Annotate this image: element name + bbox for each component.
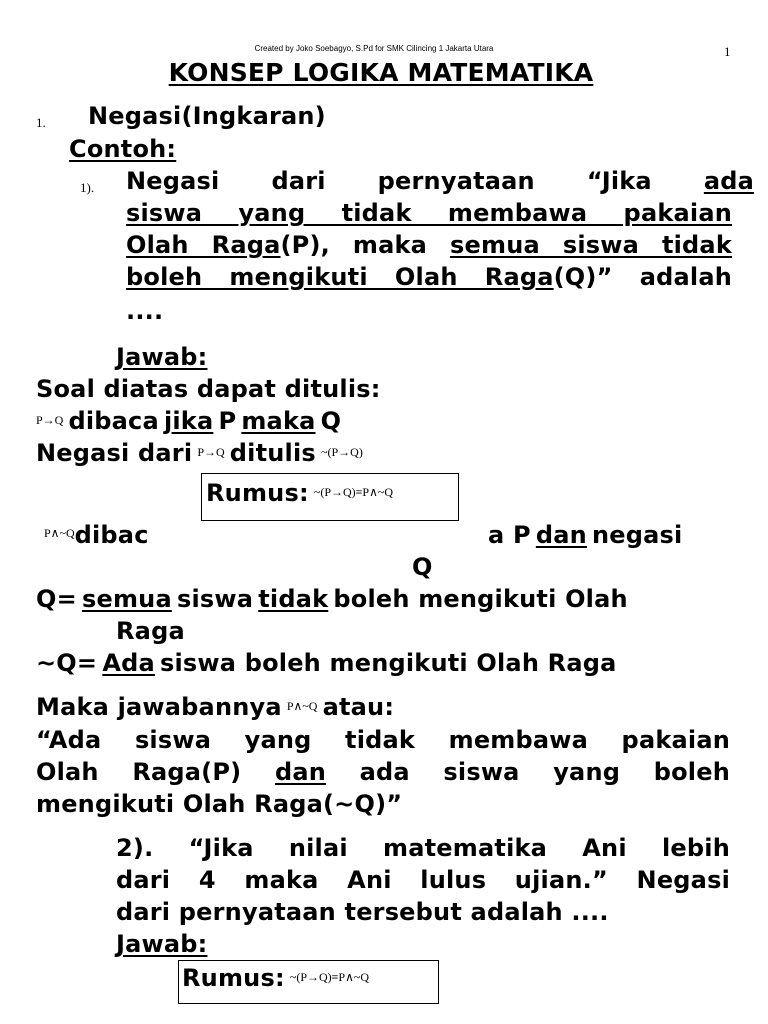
answer-line-4a: $^{P\wedge\sim Q}$dibac xyxy=(44,521,149,549)
final-answer-line-2: Olah Raga(P) dan ada siswa yang boleh xyxy=(36,758,730,786)
section-heading: Negasi(Ingkaran) xyxy=(88,102,326,130)
q1-line-2: siswa yang tidak membawa pakaian xyxy=(126,199,732,227)
q1-line-5: .... xyxy=(126,297,164,325)
q2-rumus-content: Rumus: $^{\sim(P\to Q)\equiv P\wedge\sim Q}$ xyxy=(182,964,370,992)
question-number: 1). xyxy=(80,180,95,195)
final-answer-line-1: “Ada siswa yang tidak membawa pakaian xyxy=(36,726,730,754)
q2-line-2: dari 4 maka Ani lulus ujian.” Negasi xyxy=(116,866,730,894)
jawab-label: Jawab: xyxy=(116,343,208,371)
q2-jawab-label: Jawab: xyxy=(116,930,208,958)
q2-formula-rumus: ~(P→Q)≡P∧~Q xyxy=(289,970,370,984)
answer-line-1: Soal diatas dapat ditulis: xyxy=(36,375,381,403)
formula-p-implies-q: P→Q xyxy=(36,413,64,427)
q1-line-3: Olah Raga(P), maka semua siswa tidak xyxy=(126,231,732,259)
maka-jawaban: Maka jawabannya $^{P\wedge\sim Q}$ atau: xyxy=(36,693,395,721)
final-answer-line-3: mengikuti Olah Raga(~Q)” xyxy=(36,790,403,818)
section-number: 1. xyxy=(36,115,46,130)
formula-negation: ~(P→Q) xyxy=(320,445,363,459)
answer-line-4-q: Q xyxy=(412,553,433,581)
answer-line-4b: a P dan negasi xyxy=(488,521,683,549)
formula-rumus: ~(P→Q)≡P∧~Q xyxy=(313,485,394,499)
page-number: 1 xyxy=(724,44,731,59)
contoh-label: Contoh: xyxy=(69,135,177,163)
q1-line-4: boleh mengikuti Olah Raga(Q)” adalah xyxy=(126,263,732,291)
page-title: KONSEP LOGIKA MATEMATIKA xyxy=(168,58,594,87)
answer-line-3: Negasi dari $^{P\to Q}$ ditulis $^{\sim(P\to Q)}$ xyxy=(36,439,363,467)
answer-line-2: $^{P\to Q}$ dibaca jika P maka Q xyxy=(36,407,342,435)
rumus-content: Rumus: $^{\sim(P\to Q)\equiv P\wedge\sim Q}$ xyxy=(206,479,394,507)
q2-line-1: 2). “Jika nilai matematika Ani lebih xyxy=(116,834,730,862)
q-definition: Q= semua siswa tidak boleh mengikuti Olah xyxy=(36,585,628,613)
not-q-definition: ~Q= Ada siswa boleh mengikuti Olah Raga xyxy=(36,649,617,677)
credit-line: Created by Joko Soebagyo, S.Pd for SMK Cilincing 1 Jakarta Utara xyxy=(254,44,494,53)
q2-line-3: dari pernyataan tersebut adalah .... xyxy=(116,898,609,926)
q1-line-1: Negasi dari pernyataan “Jika ada xyxy=(126,167,755,195)
formula-p-and-not-q: P∧~Q xyxy=(44,526,75,540)
q-definition-cont: Raga xyxy=(116,617,185,645)
